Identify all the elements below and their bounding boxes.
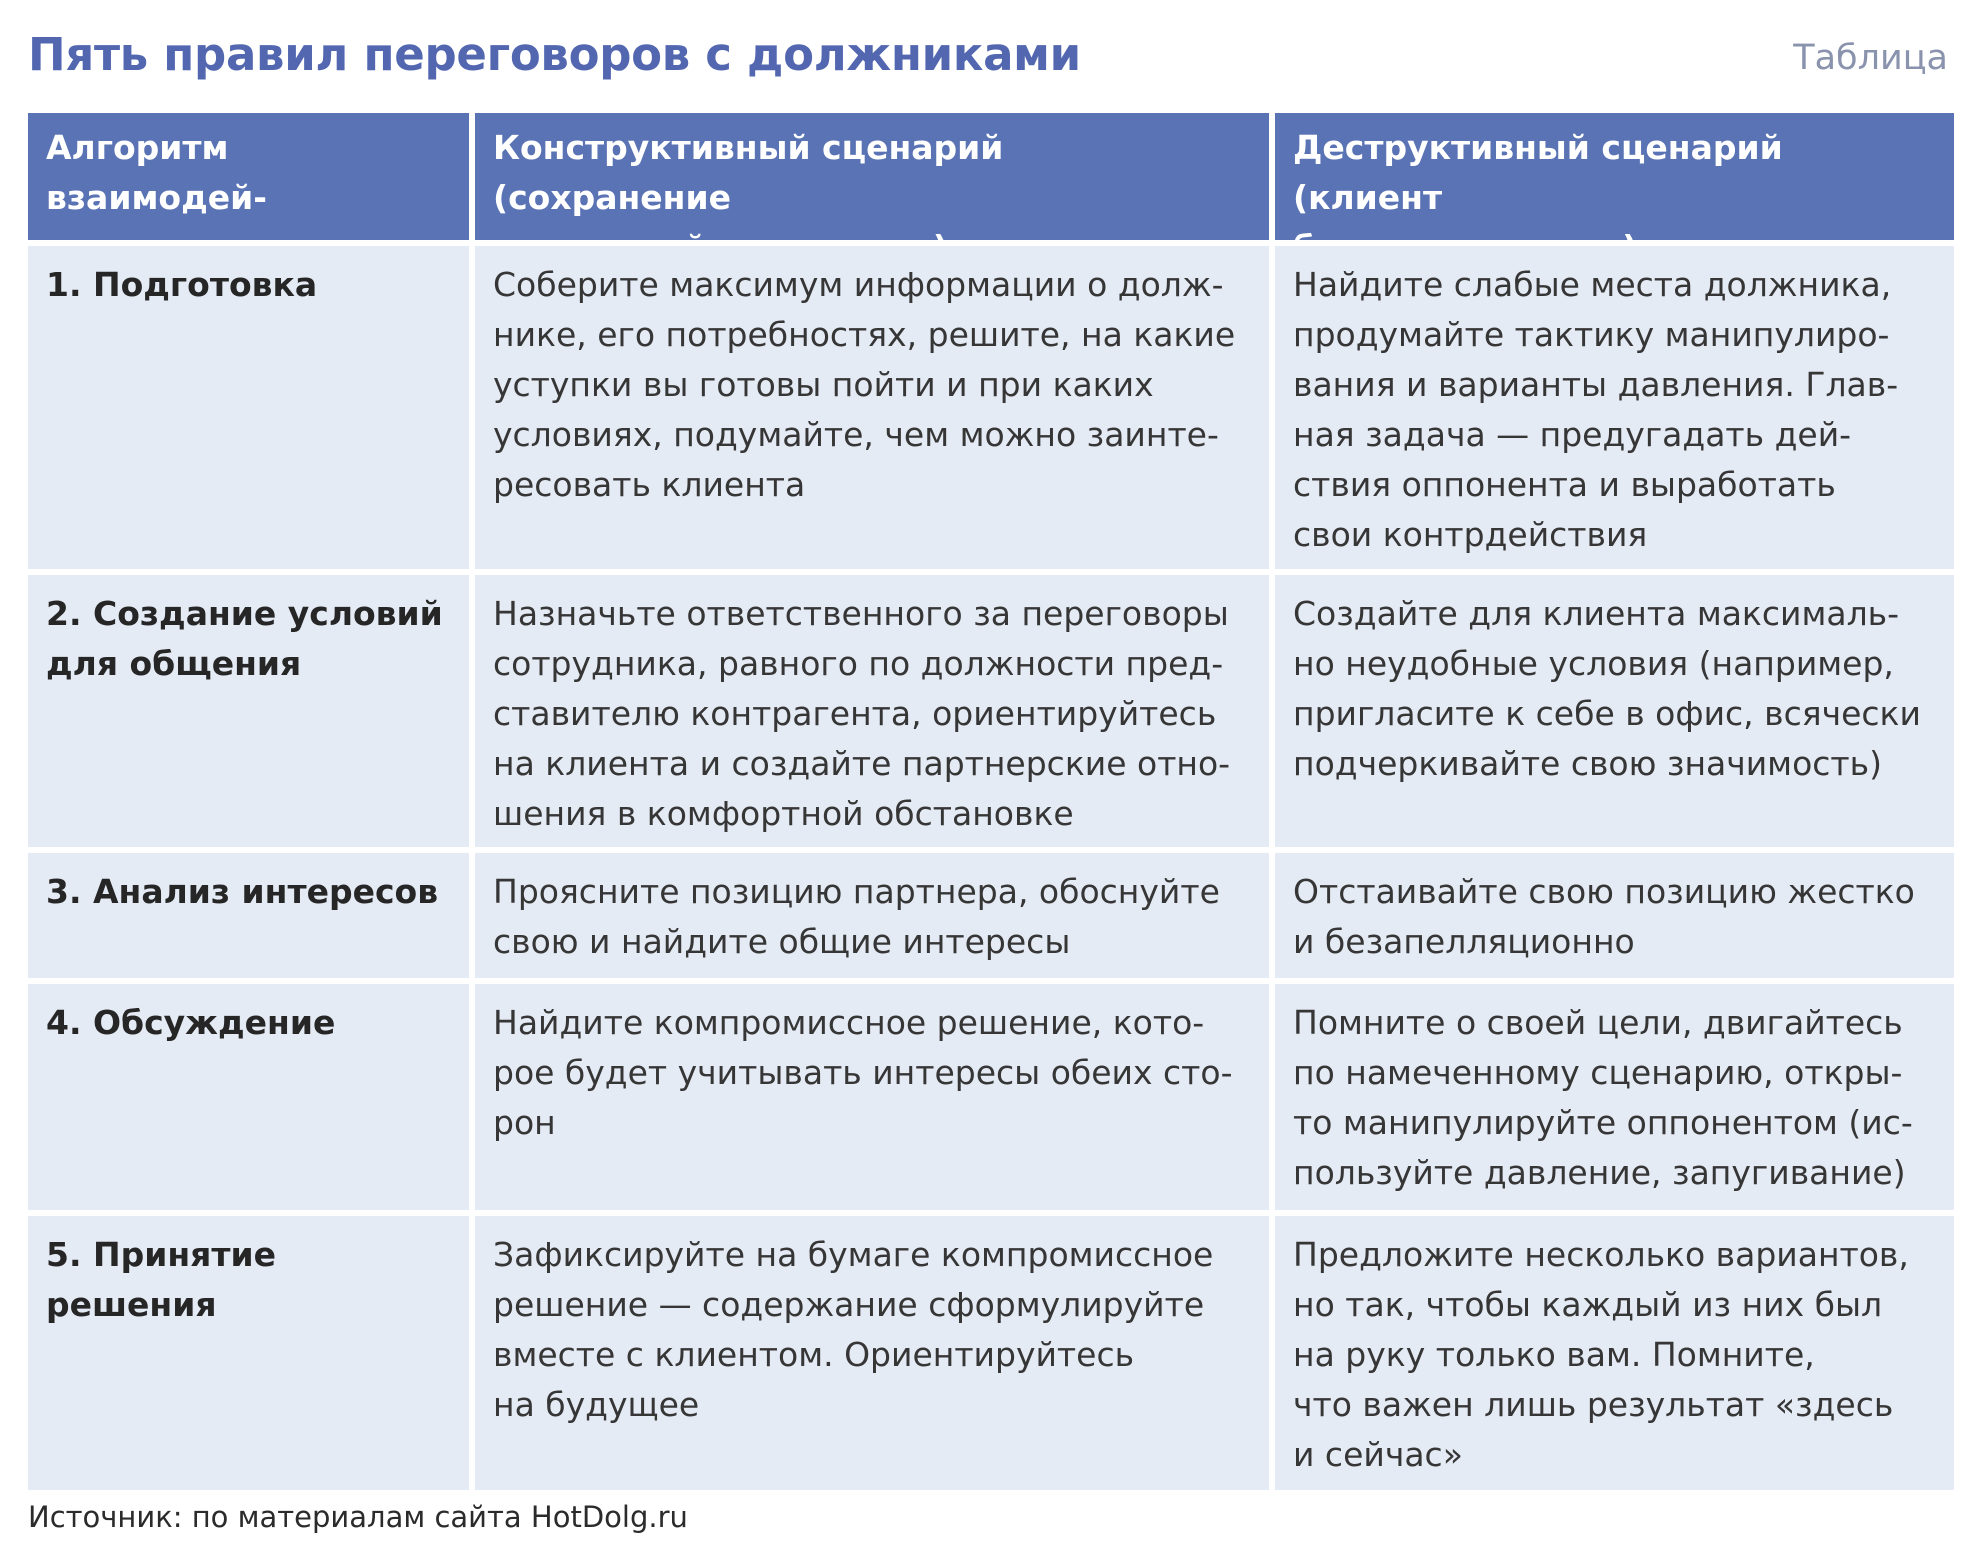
row-3-destructive: Отстаивайте свою позицию жестко и безапелляционно — [1275, 853, 1954, 978]
table-header-bar — [28, 22, 1948, 92]
row-4-destructive: Помните о своей цели, двигайтесь по намеченному сценарию, откры- то манипулируйте оппонентом (ис- пользуйте давление, запугивание) — [1275, 984, 1954, 1210]
row-5-destructive: Предложите несколько вариантов, но так, чтобы каждый из них был на руку только вам. Помните, что важен лишь результат «здесь и сейчас» — [1275, 1216, 1954, 1490]
column-header-algorithm: Алгоритм взаимодей- — [28, 113, 469, 240]
row-1-constructive: Соберите максимум информации о долж- нике, его потребностях, решите, на какие уступки вы готовы пойти и при каких условиях, подумайте, чем можно заинте- ресовать клиента — [475, 246, 1269, 569]
row-4-step: 4. Обсуждение — [28, 984, 469, 1210]
row-1-step: 1. Подготовка — [28, 246, 469, 569]
row-3-step: 3. Анализ интересов — [28, 853, 469, 978]
row-1-destructive: Найдите слабые места должника, продумайте тактику манипулиро- вания и варианты давления. Глав- ная задача — предугадать дей- ствия оппонента и выработать свои контрдействия — [1275, 246, 1954, 569]
row-2-destructive: Создайте для клиента максималь- но неудобные условия (например, пригласите к себе в офис, всячески подчеркивайте свою значимость) — [1275, 575, 1954, 847]
row-2-step: 2. Создание условий для общения — [28, 575, 469, 847]
row-4-constructive: Найдите компромиссное решение, кото- рое будет учитывать интересы обеих сто- рон — [475, 984, 1269, 1210]
row-2-constructive: Назначьте ответственного за переговоры сотрудника, равного по должности пред- ставителю контрагента, ориентируйтесь на клиента и создайте партнерские отно- шения в комфортной обстановке — [475, 575, 1269, 847]
source-note: Источник: по материалам сайта HotDolg.ru — [28, 1500, 688, 1534]
table-label: Таблица — [1793, 38, 1948, 78]
row-5-constructive: Зафиксируйте на бумаге компромиссное решение — содержание сформулируйте вместе с клиентом. Ориентируйтесь на будущее — [475, 1216, 1269, 1490]
rules-table — [28, 113, 1948, 1490]
column-header-constructive: Конструктивный сценарий (сохранение — [475, 113, 1269, 240]
column-header-destructive: Деструктивный сценарий (клиент — [1275, 113, 1954, 240]
page-title: Пять правил переговоров с должниками — [28, 28, 1081, 81]
row-3-constructive: Проясните позицию партнера, обоснуйте свою и найдите общие интересы — [475, 853, 1269, 978]
row-5-step: 5. Принятие решения — [28, 1216, 469, 1490]
